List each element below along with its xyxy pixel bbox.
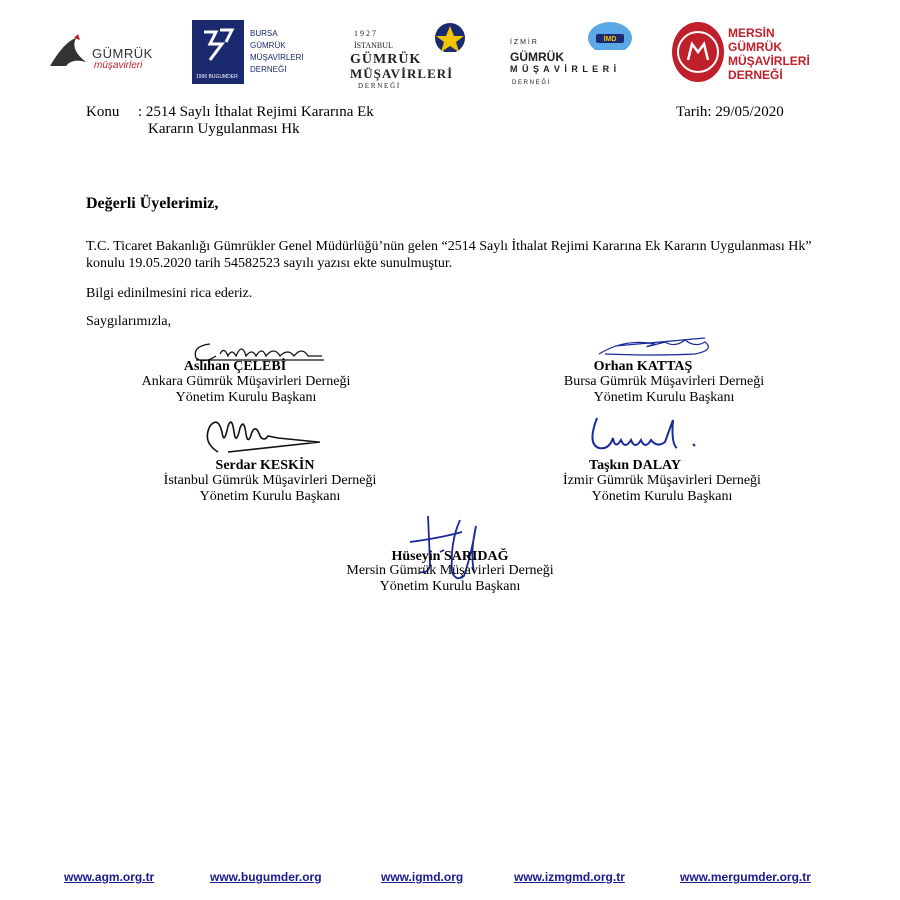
signatory-org-block xyxy=(96,374,396,406)
mersin-logo-line: DERNEĞİ xyxy=(728,68,783,82)
svg-text:D E R N E Ğ İ: D E R N E Ğ İ xyxy=(358,82,400,90)
signatory-org-block xyxy=(300,563,600,595)
mersin-mergumder-logo xyxy=(672,22,812,88)
greeting: Değerli Üyelerimiz, xyxy=(86,195,219,212)
istanbul-emblem-icon xyxy=(350,22,475,52)
istanbul-logo-tagline xyxy=(350,80,475,92)
agm-logo-subtext: müşavirleri xyxy=(94,60,143,71)
svg-text:İ Z M İ R: İ Z M İ R xyxy=(510,39,537,46)
izmir-logo-line2: M Ü Ş A V İ R L E R İ xyxy=(510,64,618,74)
bursa-logo-line: BURSA xyxy=(250,29,278,38)
body-paragraph: T.C. Ticaret Bakanlığı Gümrükler Genel Müdürlüğü’nün gelen “2514 Saylı İthalat Rejimi Kararına Ek Kararın Uygulanması Hk” konulu 19.05.2020 tarih 54582523 sayılı yazısı ekte sunulmuştur. xyxy=(86,239,812,271)
signatory-title: Yönetim Kurulu Başkanı xyxy=(591,489,733,504)
signatory-name: Hüseyin SARIDAĞ xyxy=(391,549,509,564)
mersin-logo-line: GÜMRÜK xyxy=(728,40,782,54)
istanbul-logo-line1: GÜMRÜK xyxy=(350,52,422,67)
subject-block xyxy=(86,104,374,138)
signatory-org: İzmir Gümrük Müşavirleri Derneği xyxy=(563,473,761,488)
ankara-agm-logo xyxy=(46,32,156,78)
izmir-logo-tagline xyxy=(510,76,635,88)
subject-line1: : 2514 Saylı İthalat Rejimi Kararına Ek xyxy=(138,104,374,120)
agm-emblem-icon xyxy=(46,32,96,78)
bursa-logo-line: DERNEĞİ xyxy=(250,65,287,74)
body-paragraph: Bilgi edinilmesini rica ederiz. xyxy=(86,286,253,301)
istanbul-logo-year: 1 9 2 7 xyxy=(354,29,376,38)
bursa-logo-year: 1996 BUGUMDER xyxy=(196,74,238,80)
document-date: Tarih: 29/05/2020 xyxy=(676,104,784,120)
signatory-name: Taşkın DALAY xyxy=(589,458,681,473)
signatory-org-block xyxy=(512,473,812,505)
logo-row xyxy=(0,18,900,90)
signatory-name: Serdar KESKİN xyxy=(215,458,315,473)
mersin-logo-line: MERSİN xyxy=(728,26,775,40)
footer-link-bugumder[interactable]: www.bugumder.org xyxy=(210,870,322,884)
istanbul-logo-line2: MÜŞAVİRLERİ xyxy=(350,66,454,81)
signature-dalay xyxy=(585,414,705,458)
footer-link-izmgmd[interactable]: www.izmgmd.org.tr xyxy=(514,870,625,884)
signatory-block xyxy=(160,359,310,375)
signatory-title: Yönetim Kurulu Başkanı xyxy=(175,390,317,405)
signatory-org: İstanbul Gümrük Müşavirleri Derneği xyxy=(163,473,377,488)
izmir-logo-line1: GÜMRÜK xyxy=(510,50,564,64)
bursa-bugumder-logo xyxy=(192,20,304,86)
signatory-org: Mersin Gümrük Müşavirleri Derneği xyxy=(346,563,554,578)
signatory-block xyxy=(560,458,710,474)
subject-label: Konu xyxy=(86,104,120,120)
signatory-name: Aslıhan ÇELEBİ xyxy=(183,359,287,374)
istanbul-igmd-logo xyxy=(350,22,475,90)
signature-kattas xyxy=(595,334,725,360)
signatory-name: Orhan KATTAŞ xyxy=(593,359,693,374)
mersin-logo-line: MÜŞAVİRLERİ xyxy=(728,54,810,68)
svg-text:D E R N E Ğ İ: D E R N E Ğ İ xyxy=(512,80,550,86)
agm-logo-text: GÜMRÜK xyxy=(92,46,153,61)
subject-line2: Kararın Uygulanması Hk xyxy=(148,121,300,137)
bursa-logo-text xyxy=(250,28,304,76)
signature-keskin xyxy=(198,412,328,458)
bursa-logo-line: GÜMRÜK xyxy=(250,41,286,50)
izmir-emblem-icon xyxy=(510,20,635,50)
footer-link-igmd[interactable]: www.igmd.org xyxy=(381,870,464,884)
mersin-emblem-icon xyxy=(672,22,724,82)
signatory-org: Bursa Gümrük Müşavirleri Derneği xyxy=(563,374,765,389)
signatory-org: Ankara Gümrük Müşavirleri Derneği xyxy=(141,374,351,389)
signatory-title: Yönetim Kurulu Başkanı xyxy=(379,579,521,594)
bursa-logo-line: MÜŞAVİRLERİ xyxy=(250,53,304,62)
signatory-block xyxy=(568,359,718,375)
footer-link-agm[interactable]: www.agm.org.tr xyxy=(64,870,155,884)
closing-text: Saygılarımızla, xyxy=(86,314,172,329)
signatory-org-block xyxy=(514,374,814,406)
signatory-title: Yönetim Kurulu Başkanı xyxy=(593,390,735,405)
footer-link-mergumder[interactable]: www.mergumder.org.tr xyxy=(680,870,811,884)
signatory-org-block xyxy=(120,473,420,505)
bursa-emblem-icon xyxy=(192,20,244,70)
izmir-izmgmd-logo xyxy=(510,20,635,86)
signatory-title: Yönetim Kurulu Başkanı xyxy=(199,489,341,504)
svg-text:İMD: İMD xyxy=(603,36,617,43)
istanbul-logo-city: İSTANBUL xyxy=(354,41,393,50)
signatory-block xyxy=(190,458,340,474)
bursa-logo-box xyxy=(192,20,244,84)
mersin-logo-text xyxy=(728,26,810,82)
